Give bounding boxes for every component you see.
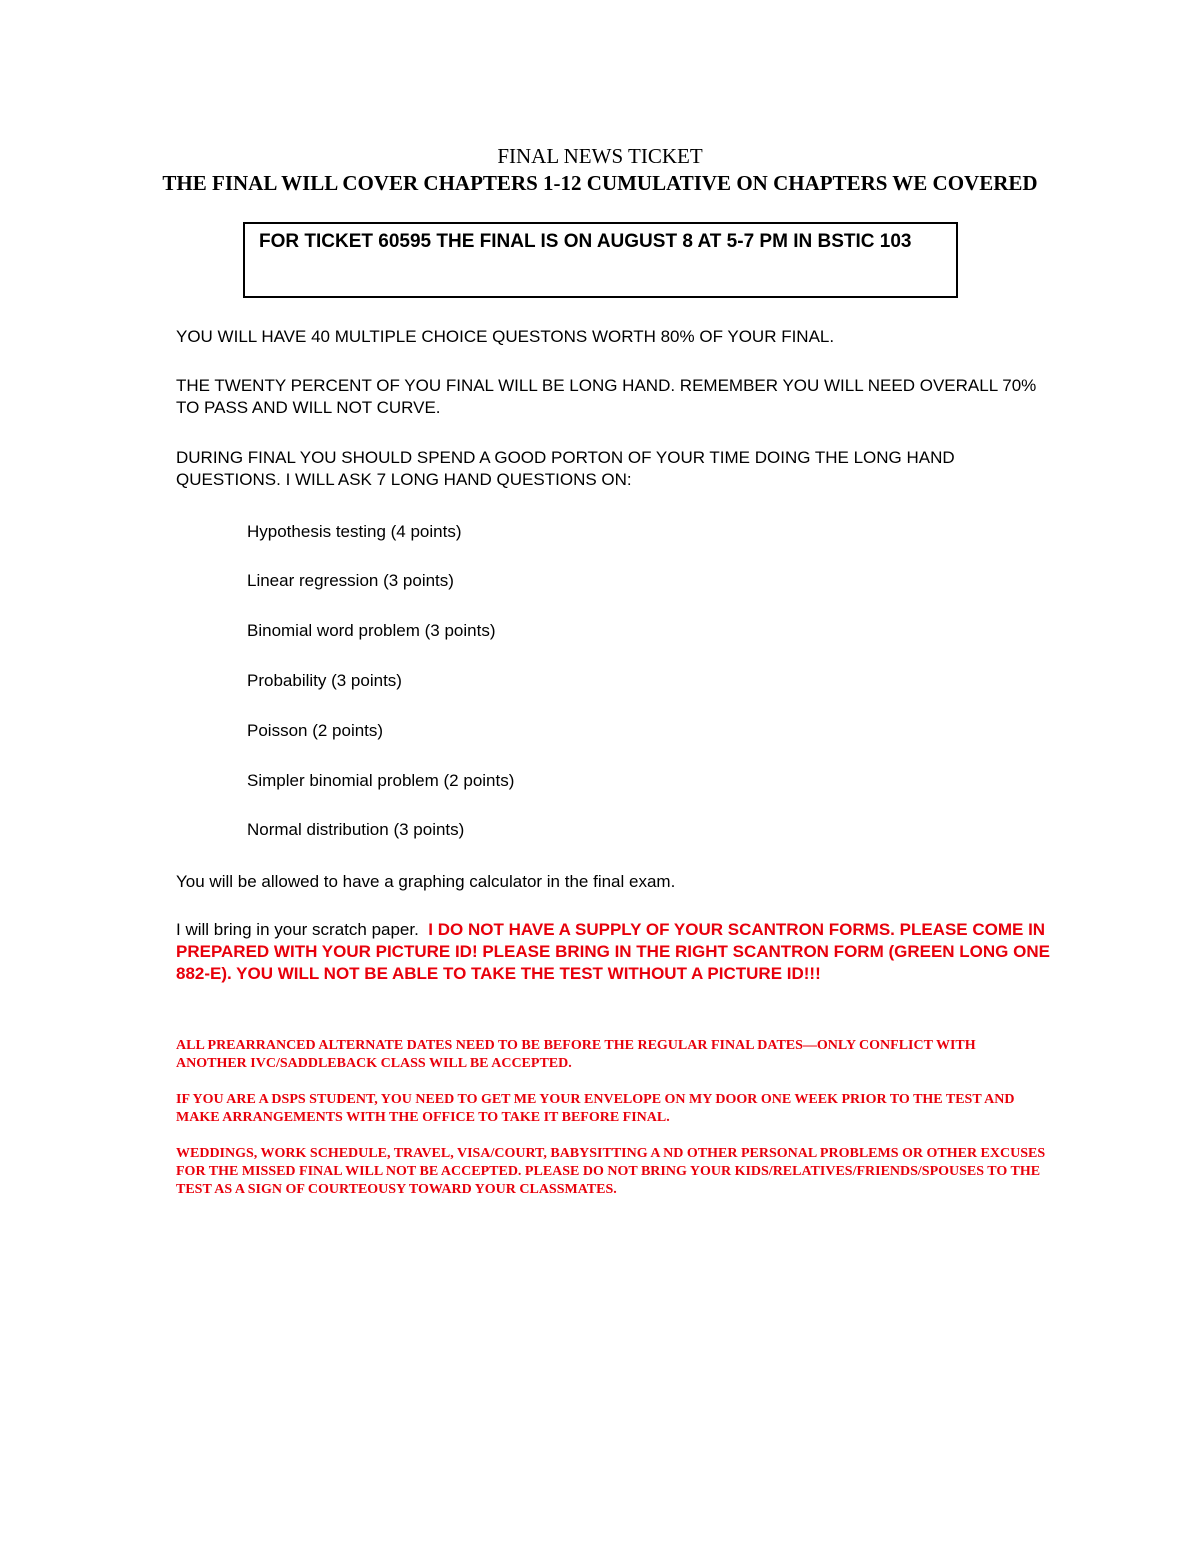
topic-item: Simpler binomial problem (2 points) xyxy=(247,771,515,790)
topic-item: Poisson (2 points) xyxy=(247,721,384,740)
dsps-notice: IF YOU ARE A DSPS STUDENT, YOU NEED TO GET ME YOUR ENVELOPE ON MY DOOR ONE WEEK PRIOR TO THE TEST AND MAKE ARRANGEMENTS WITH THE OFFICE TO TAKE IT BEFORE FINAL. xyxy=(176,1092,1015,1125)
topic-item: Linear regression (3 points) xyxy=(247,571,454,590)
scantron-paragraph xyxy=(176,919,1056,985)
calculator-paragraph: You will be allowed to have a graphing calculator in the final exam. xyxy=(176,872,676,891)
long-hand-questions-paragraph: DURING FINAL YOU SHOULD SPEND A GOOD PORTON OF YOUR TIME DOING THE LONG HAND QUESTIONS. I WILL ASK 7 LONG HAND QUESTIONS ON: xyxy=(176,448,955,489)
document-title: FINAL NEWS TICKET xyxy=(497,144,703,168)
topic-item: Normal distribution (3 points) xyxy=(247,820,465,839)
topic-item: Binomial word problem (3 points) xyxy=(247,621,496,640)
ticket-info-text: FOR TICKET 60595 THE FINAL IS ON AUGUST 8 AT 5-7 PM IN BSTIC 103 xyxy=(259,231,912,252)
picture-id-warning: I DO NOT HAVE A SUPPLY OF YOUR SCANTRON FORMS. PLEASE COME IN PREPARED WITH YOUR PICTURE ID! PLEASE BRING IN THE RIGHT SCANTRON FORM (GREEN LONG ONE 882-E). YOU WILL NOT BE ABLE TO TAKE THE TEST WITHOUT A PICTURE ID!!! xyxy=(176,920,1050,983)
ticket-info-box xyxy=(243,222,958,298)
long-hand-paragraph: THE TWENTY PERCENT OF YOU FINAL WILL BE LONG HAND. REMEMBER YOU WILL NEED OVERALL 70% TO PASS AND WILL NOT CURVE. xyxy=(176,376,1037,417)
scratch-paper-text: I will bring in your scratch paper. xyxy=(176,920,419,939)
alternate-dates-notice: ALL PREARRANCED ALTERNATE DATES NEED TO BE BEFORE THE REGULAR FINAL DATES—ONLY CONFLICT WITH ANOTHER IVC/SADDLEBACK CLASS WILL BE ACCEPTED. xyxy=(176,1038,976,1071)
topic-item: Hypothesis testing (4 points) xyxy=(247,522,462,541)
document-subtitle: THE FINAL WILL COVER CHAPTERS 1-12 CUMULATIVE ON CHAPTERS WE COVERED xyxy=(162,171,1038,195)
excuses-notice: WEDDINGS, WORK SCHEDULE, TRAVEL, VISA/COURT, BABYSITTING A ND OTHER PERSONAL PROBLEMS OR OTHER EXCUSES FOR THE MISSED FINAL WILL NOT BE ACCEPTED. PLEASE DO NOT BRING YOUR KIDS/RELATIVES/FRIENDS/SPOUSES TO THE TEST AS A SIGN OF COURTEOUSY TOWARD YOUR CLASSMATES. xyxy=(176,1146,1046,1197)
topic-item: Probability (3 points) xyxy=(247,671,402,690)
multiple-choice-paragraph: YOU WILL HAVE 40 MULTIPLE CHOICE QUESTONS WORTH 80% OF YOUR FINAL. xyxy=(176,327,835,346)
